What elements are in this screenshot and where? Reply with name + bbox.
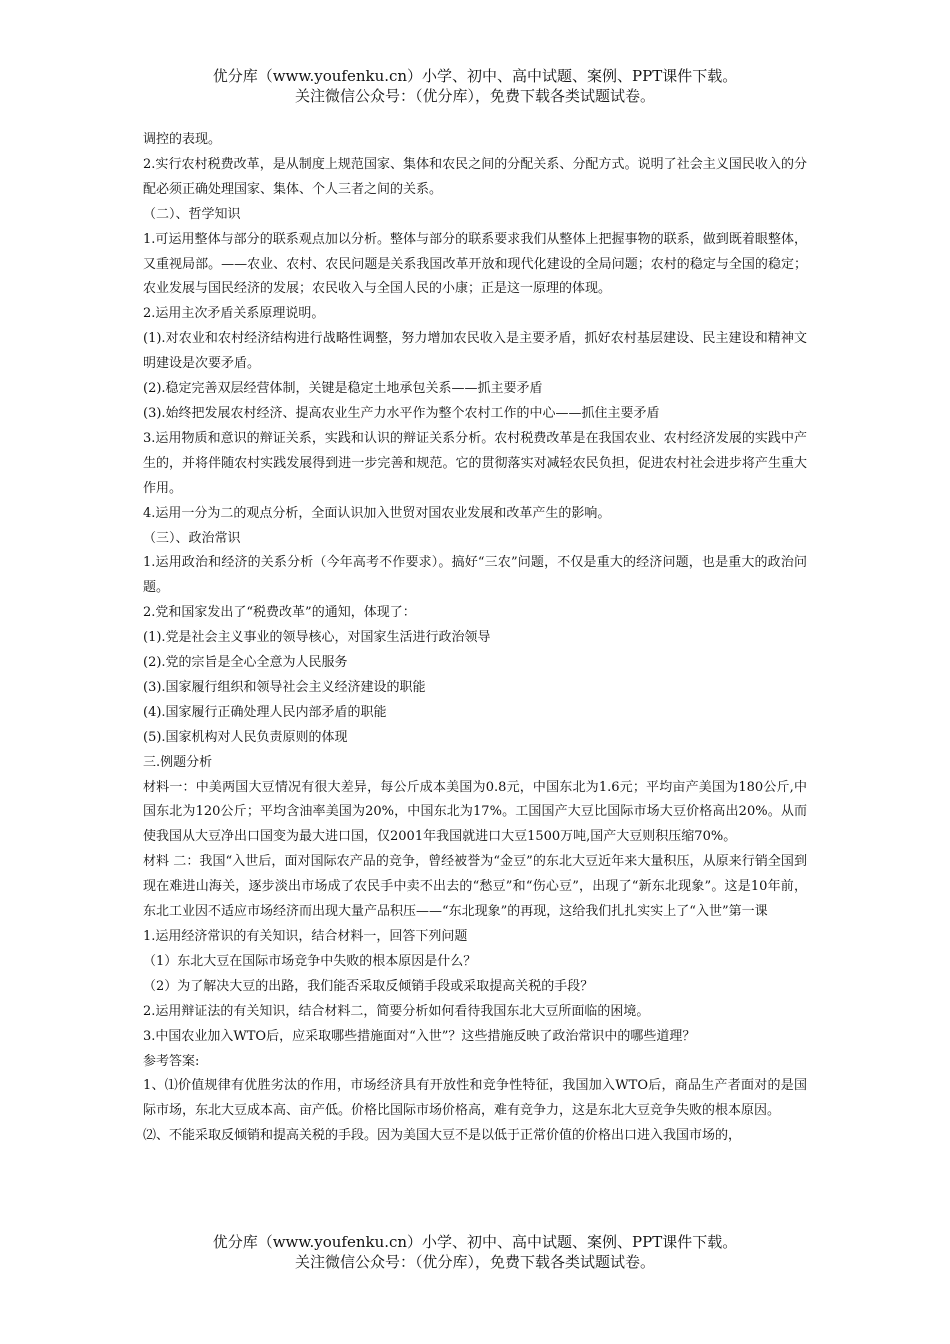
paragraph: (1).对农业和农村经济结构进行战略性调整，努力增加农民收入是主要矛盾，抓好农村基层建设、民主建设和精神文明建设是次要矛盾。 <box>143 331 807 372</box>
section-heading: 三.例题分析 <box>143 754 213 770</box>
paragraph: (5).国家机构对人民负责原则的体现 <box>143 729 348 745</box>
paragraph: 1.运用经济常识的有关知识，结合材料一，回答下列问题 <box>143 929 468 944</box>
paragraph: (3).始终把发展农村经济、提高农业生产力水平作为整个农村工作的中心——抓住主要矛盾 <box>143 405 660 421</box>
paragraph: (2).党的宗旨是全心全意为人民服务 <box>143 655 348 671</box>
paragraph: 3.中国农业加入WTO后，应采取哪些措施面对“入世”？这些措施反映了政治常识中的哪些道理？ <box>143 1028 696 1044</box>
paragraph: (2).稳定完善双层经营体制，关键是稳定土地承包关系——抓主要矛盾 <box>143 381 543 397</box>
paragraph: 材料一：中美两国大豆情况有很大差异，每公斤成本美国为0.8元，中国东北为1.6元；平均亩产美国为180公斤,中国东北为120公斤；平均含油率美国为20%，中国东北为17%。工国国产大豆比国际市场大豆价格高出20%。从而使我国从大豆净出口国变为最大进口国，仅2001年我国就进口大豆1500万吨,国产大豆则积压缩70%。 <box>143 779 807 845</box>
header-line-1: 优分库（www.youfenku.cn）小学、初中、高中试题、案例、PPT课件下载。 <box>212 67 738 85</box>
paragraph: 2.党和国家发出了“税费改革”的通知，体现了： <box>143 605 416 621</box>
paragraph: 2.实行农村税费改革，是从制度上规范国家、集体和农民之间的分配关系、分配方式。说明了社会主义国民收入的分配必须正确处理国家、集体、个人三者之间的关系。 <box>143 156 807 197</box>
paragraph: 2.运用主次矛盾关系原理说明。 <box>143 306 325 322</box>
paragraph: 2.运用辩证法的有关知识，结合材料二，简要分析如何看待我国东北大豆所面临的困境。 <box>143 1003 650 1019</box>
paragraph: (1).党是社会主义事业的领导核心，对国家生活进行政治领导 <box>143 630 491 646</box>
page-header <box>0 66 950 106</box>
paragraph: 1、⑴价值规律有优胜劣汰的作用，市场经济具有开放性和竞争性特征，我国加入WTO后，商品生产者面对的是国际市场，东北大豆成本高、亩产低。价格比国际市场价格高，难有竞争力，这是东北大豆竞争失败的根本原因。 <box>143 1078 807 1119</box>
paragraph: 4.运用一分为二的观点分析，全面认识加入世贸对国农业发展和改革产生的影响。 <box>143 505 611 521</box>
paragraph: （1）东北大豆在国际市场竞争中失败的根本原因是什么？ <box>143 953 477 969</box>
footer-line-2: 关注微信公众号：（优分库），免费下载各类试题试卷。 <box>294 1253 655 1271</box>
footer-line-1: 优分库（www.youfenku.cn）小学、初中、高中试题、案例、PPT课件下载。 <box>212 1233 738 1251</box>
page-footer <box>0 1232 950 1272</box>
section-heading: 参考答案: <box>143 1053 200 1069</box>
paragraph: 调控的表现。 <box>143 132 222 147</box>
paragraph: ⑵、不能采取反倾销和提高关税的手段。因为美国大豆不是以低于正常价值的价格出口进入我国市场的， <box>143 1128 742 1144</box>
paragraph: (3).国家履行组织和领导社会主义经济建设的职能 <box>143 679 426 695</box>
section-heading: （三）、政治常识 <box>143 530 241 546</box>
paragraph: 材料 二：我国“入世后，面对国际农产品的竞争，曾经被誉为“金豆”的东北大豆近年来大量积压，从原来行销全国到现在难进山海关，逐步淡出市场成了农民手中卖不出去的“愁豆”和“伤心豆”，出现了“新东北现象”。这是10年前，东北工业因不适应市场经济而出现大量产品积压——“东北现象”的再现，这给我们扎扎实实上了“入世”第一课 <box>143 854 807 920</box>
paragraph: 1.可运用整体与部分的联系观点加以分析。整体与部分的联系要求我们从整体上把握事物的联系，做到既着眼整体，又重视局部。——农业、农村、农民问题是关系我国改革开放和现代化建设的全局问题；农村的稳定与全国的稳定；农业发展与国民经济的发展；农民收入与全国人民的小康；正是这一原理的体现。 <box>143 231 807 297</box>
paragraph: 1.运用政治和经济的关系分析（今年高考不作要求）。搞好“三农”问题，不仅是重大的经济问题，也是重大的政治问题。 <box>143 555 807 596</box>
paragraph: (4).国家履行正确处理人民内部矛盾的职能 <box>143 704 387 720</box>
document-body <box>143 128 807 1149</box>
paragraph: 3.运用物质和意识的辩证关系，实践和认识的辩证关系分析。农村税费改革是在我国农业、农村经济发展的实践中产生的，并将伴随农村实践发展得到进一步完善和规范。它的贯彻落实对减轻农民负担，促进农村社会进步将产生重大作用。 <box>143 430 807 496</box>
paragraph: （2）为了解决大豆的出路，我们能否采取反倾销手段或采取提高关税的手段？ <box>143 978 594 994</box>
header-line-2: 关注微信公众号：（优分库），免费下载各类试题试卷。 <box>294 87 655 105</box>
section-heading: （二）、哲学知识 <box>143 206 241 222</box>
